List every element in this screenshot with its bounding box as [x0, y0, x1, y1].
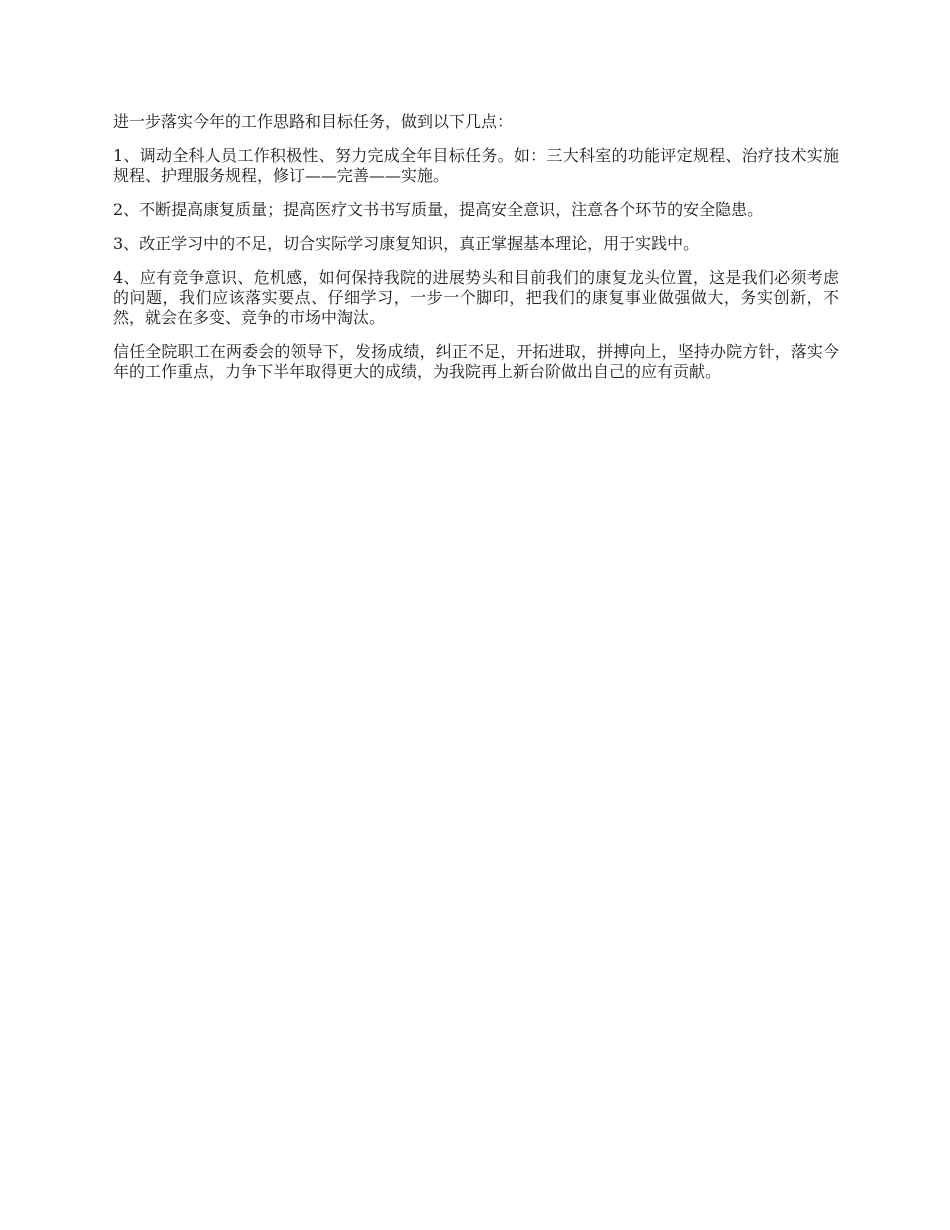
item-3-paragraph: 3、改正学习中的不足，切合实际学习康复知识，真正掌握基本理论，用于实践中。	[113, 234, 700, 253]
closing-paragraph: 信任全院职工在两委会的领导下，发扬成绩，纠正不足，开拓进取，拼搏向上，坚持办院方针，落实今年的工作重点，力争下半年取得更大的成绩，为我院再上新台阶做出自己的应有贡献。	[113, 342, 839, 381]
item-4-paragraph: 4、应有竞争意识、危机感，如何保持我院的进展势头和目前我们的康复龙头位置，这是我们必须考虑的问题，我们应该落实要点、仔细学习，一步一个脚印，把我们的康复事业做强做大，务实创新，不然，就会在多变、竞争的市场中淘汰。	[113, 268, 839, 327]
document-body	[113, 112, 839, 396]
intro-paragraph: 进一步落实今年的工作思路和目标任务，做到以下几点：	[113, 112, 514, 131]
item-2-paragraph: 2、不断提高康复质量；提高医疗文书书写质量，提高安全意识，注意各个环节的安全隐患。	[113, 200, 764, 219]
item-1-paragraph: 1、调动全科人员工作积极性、努力完成全年目标任务。如：三大科室的功能评定规程、治疗技术实施规程、护理服务规程，修订——完善——实施。	[113, 146, 839, 185]
